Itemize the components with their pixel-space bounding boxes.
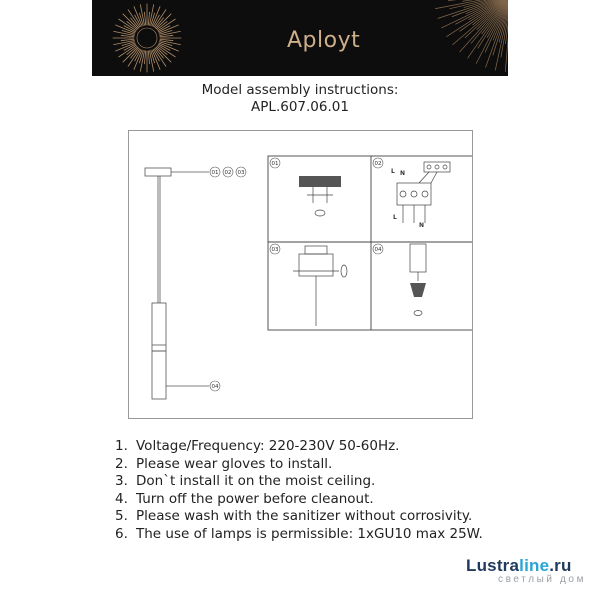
callout-01: 01 [211, 170, 219, 176]
watermark-subtitle: светлый дом [498, 574, 587, 585]
instruction-list [115, 438, 483, 544]
lustraline-watermark [466, 556, 586, 585]
callout-02: 02 [224, 170, 232, 176]
svg-text:N: N [419, 222, 425, 229]
callout-badges [210, 167, 246, 391]
model-number: APL.607.06.01 [251, 99, 349, 115]
step-panel-03 [270, 244, 347, 326]
list-item: 4. Turn off the power before cleanout. [115, 490, 374, 507]
document-title: Model assembly instructions: [201, 82, 399, 98]
pendant-lamp-drawing [145, 168, 209, 399]
svg-text:N: N [400, 170, 406, 177]
brand-name: Aployt [287, 28, 361, 53]
svg-text:02: 02 [374, 161, 382, 167]
callout-04: 04 [211, 384, 219, 390]
step-panel-04 [373, 244, 426, 316]
step-panel-01 [270, 158, 341, 216]
svg-text:L: L [391, 168, 395, 175]
list-item: 2. Please wear gloves to install. [115, 455, 333, 472]
list-item: 1. Voltage/Frequency: 220-230V 50-60Hz. [115, 438, 400, 454]
svg-text:04: 04 [374, 247, 382, 253]
list-item: 6. The use of lamps is permissible: 1xGU10 max 25W. [115, 525, 483, 542]
step-panel-02 [373, 158, 450, 229]
list-item: 3. Don`t install it on the moist ceiling. [115, 473, 376, 490]
list-item: 5. Please wash with the sanitizer without corrosivity. [115, 508, 473, 525]
step-grid [268, 156, 472, 330]
watermark-brand: Lustraline.ru [466, 556, 572, 575]
brand-banner [92, 0, 508, 76]
assembly-diagram [128, 130, 473, 419]
svg-text:L: L [393, 214, 397, 221]
callout-03: 03 [237, 170, 245, 176]
svg-text:03: 03 [271, 247, 279, 253]
svg-text:01: 01 [271, 161, 279, 167]
